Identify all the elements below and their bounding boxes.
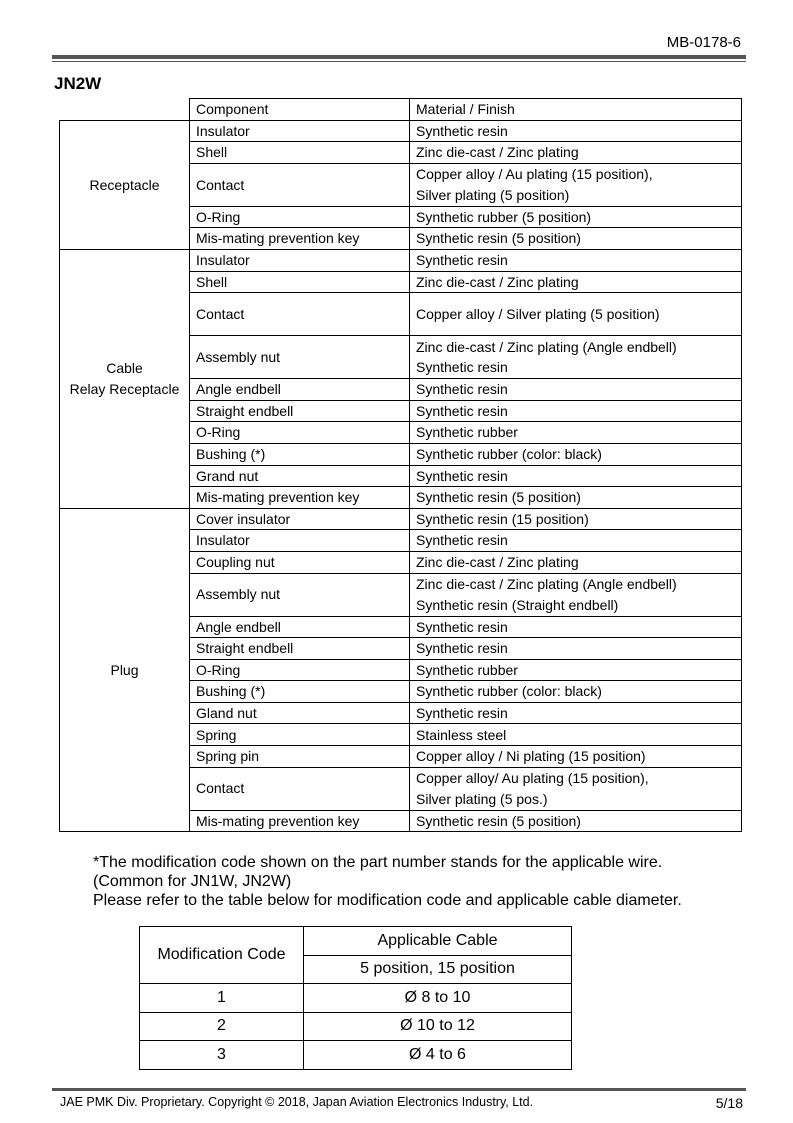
component-cell: Straight endbell [190, 400, 410, 422]
component-cell: Insulator [190, 120, 410, 142]
material-cell [410, 487, 742, 509]
component-cell: Insulator [190, 530, 410, 552]
material-line: Synthetic resin (15 position) [416, 510, 589, 527]
component-header: Component [190, 99, 410, 121]
note-line: Please refer to the table below for modification code and applicable cable diameter. [93, 892, 682, 909]
material-cell [410, 163, 742, 206]
material-table-body [60, 99, 742, 832]
header-blank-cell [60, 99, 190, 121]
material-line: Zinc die-cast / Zinc plating (Angle endbell) [416, 338, 677, 355]
table-header-row [60, 99, 742, 121]
group-label: Receptacle [89, 176, 160, 193]
material-cell [410, 336, 742, 379]
material-line: Silver plating (5 position) [416, 186, 570, 203]
material-line: Copper alloy / Ni plating (15 position) [416, 748, 646, 765]
component-cell: Spring [190, 724, 410, 746]
component-cell: Spring pin [190, 746, 410, 768]
header-rule-thin [52, 61, 746, 62]
material-line: Silver plating (5 pos.) [416, 790, 548, 807]
material-line: Synthetic resin [416, 467, 508, 484]
material-cell [410, 659, 742, 681]
table-row [60, 249, 742, 271]
component-cell: Insulator [190, 249, 410, 271]
group-label-cell [60, 120, 190, 249]
table-row [60, 120, 742, 142]
material-line: Synthetic rubber (5 position) [416, 208, 592, 225]
material-line: Synthetic rubber (color: black) [416, 445, 602, 462]
material-cell [410, 681, 742, 703]
material-line: Synthetic resin [416, 532, 508, 549]
modification-code-table [139, 926, 572, 1070]
applicable-cable-header: Applicable Cable [304, 927, 572, 956]
component-cell: Angle endbell [190, 379, 410, 401]
component-cell: Gland nut [190, 702, 410, 724]
component-cell: Grand nut [190, 465, 410, 487]
footer-copyright: JAE PMK Div. Proprietary. Copyright © 2018, Japan Aviation Electronics Industry, Ltd. [60, 1095, 534, 1109]
section-title: JN2W [54, 74, 102, 93]
material-line: Zinc die-cast / Zinc plating [416, 144, 579, 161]
notes [93, 853, 682, 910]
material-cell [410, 702, 742, 724]
material-cell [410, 443, 742, 465]
material-line: Synthetic rubber [416, 424, 518, 441]
material-cell [410, 228, 742, 250]
applicable-cable-subheader: 5 position, 15 position [304, 955, 572, 984]
footer-rule [52, 1088, 746, 1091]
component-cell: O-Ring [190, 659, 410, 681]
material-line: Synthetic resin [416, 402, 508, 419]
material-cell [410, 508, 742, 530]
material-table [59, 98, 742, 832]
table-row [140, 984, 572, 1013]
mod-code-cell: 1 [140, 984, 304, 1013]
component-cell: O-Ring [190, 206, 410, 228]
table-row [140, 1041, 572, 1070]
component-cell: Shell [190, 142, 410, 164]
mod-header-row [140, 927, 572, 956]
material-line: Synthetic resin (Straight endbell) [416, 596, 619, 613]
material-cell [410, 551, 742, 573]
material-cell [410, 530, 742, 552]
material-line: Zinc die-cast / Zinc plating [416, 553, 579, 570]
group-label: Cable [106, 360, 143, 377]
component-cell: Bushing (*) [190, 443, 410, 465]
material-cell [410, 616, 742, 638]
material-line: Synthetic resin [416, 640, 508, 657]
material-cell [410, 422, 742, 444]
material-line: Zinc die-cast / Zinc plating [416, 273, 579, 290]
material-line: Synthetic resin (5 position) [416, 489, 581, 506]
component-cell: Assembly nut [190, 573, 410, 616]
mod-code-cell: 3 [140, 1041, 304, 1070]
material-line: Zinc die-cast / Zinc plating (Angle endbell) [416, 576, 677, 592]
component-cell: Cover insulator [190, 508, 410, 530]
page-number: 5/18 [715, 1095, 743, 1111]
group-label-cell [60, 508, 190, 832]
modification-code-header: Modification Code [140, 927, 304, 984]
material-cell [410, 810, 742, 832]
mod-cable-cell: Ø 10 to 12 [304, 1012, 572, 1041]
group-label: Plug [110, 661, 139, 678]
component-cell: Angle endbell [190, 616, 410, 638]
material-line: Synthetic resin [416, 381, 508, 398]
mod-cable-cell: Ø 8 to 10 [304, 984, 572, 1013]
component-cell: Assembly nut [190, 336, 410, 379]
material-cell [410, 573, 742, 616]
header-rule [52, 55, 746, 59]
material-line: Synthetic resin [416, 122, 508, 139]
material-cell [410, 638, 742, 660]
material-line: Synthetic rubber [416, 661, 518, 678]
material-line: Synthetic rubber (color: black) [416, 683, 602, 700]
material-cell [410, 767, 742, 810]
material-cell [410, 724, 742, 746]
material-cell [410, 293, 742, 336]
component-cell: Shell [190, 271, 410, 293]
component-cell: O-Ring [190, 422, 410, 444]
material-line: Copper alloy/ Au plating (15 position), [416, 770, 649, 787]
group-label: Relay Receptacle [69, 380, 180, 397]
material-line: Copper alloy / Au plating (15 position), [416, 166, 653, 183]
material-line: Copper alloy / Silver plating (5 position) [416, 305, 660, 322]
material-cell [410, 249, 742, 271]
material-line: Synthetic resin [416, 359, 508, 376]
material-cell [410, 271, 742, 293]
note-line: *The modification code shown on the part number stands for the applicable wire. [93, 854, 663, 871]
table-row [60, 508, 742, 530]
component-cell: Contact [190, 293, 410, 336]
material-line: Synthetic resin [416, 252, 508, 269]
material-line: Synthetic resin (5 position) [416, 230, 581, 247]
mod-code-cell: 2 [140, 1012, 304, 1041]
note-line: (Common for JN1W, JN2W) [93, 873, 292, 890]
material-line: Synthetic resin [416, 704, 508, 721]
component-cell: Contact [190, 767, 410, 810]
material-cell [410, 379, 742, 401]
material-header: Material / Finish [410, 99, 742, 121]
component-cell: Contact [190, 163, 410, 206]
table-row [140, 1012, 572, 1041]
material-line: Synthetic resin [416, 618, 508, 635]
material-cell [410, 400, 742, 422]
component-cell: Mis-mating prevention key [190, 487, 410, 509]
material-cell [410, 746, 742, 768]
document-number: MB-0178-6 [666, 34, 741, 51]
component-cell: Coupling nut [190, 551, 410, 573]
component-cell: Mis-mating prevention key [190, 810, 410, 832]
material-line: Synthetic resin (5 position) [416, 812, 581, 829]
material-line: Stainless steel [416, 726, 507, 743]
material-cell [410, 120, 742, 142]
component-cell: Mis-mating prevention key [190, 228, 410, 250]
material-cell [410, 206, 742, 228]
material-cell [410, 465, 742, 487]
material-cell [410, 142, 742, 164]
component-cell: Bushing (*) [190, 681, 410, 703]
component-cell: Straight endbell [190, 638, 410, 660]
group-label-cell [60, 249, 190, 508]
mod-cable-cell: Ø 4 to 6 [304, 1041, 572, 1070]
